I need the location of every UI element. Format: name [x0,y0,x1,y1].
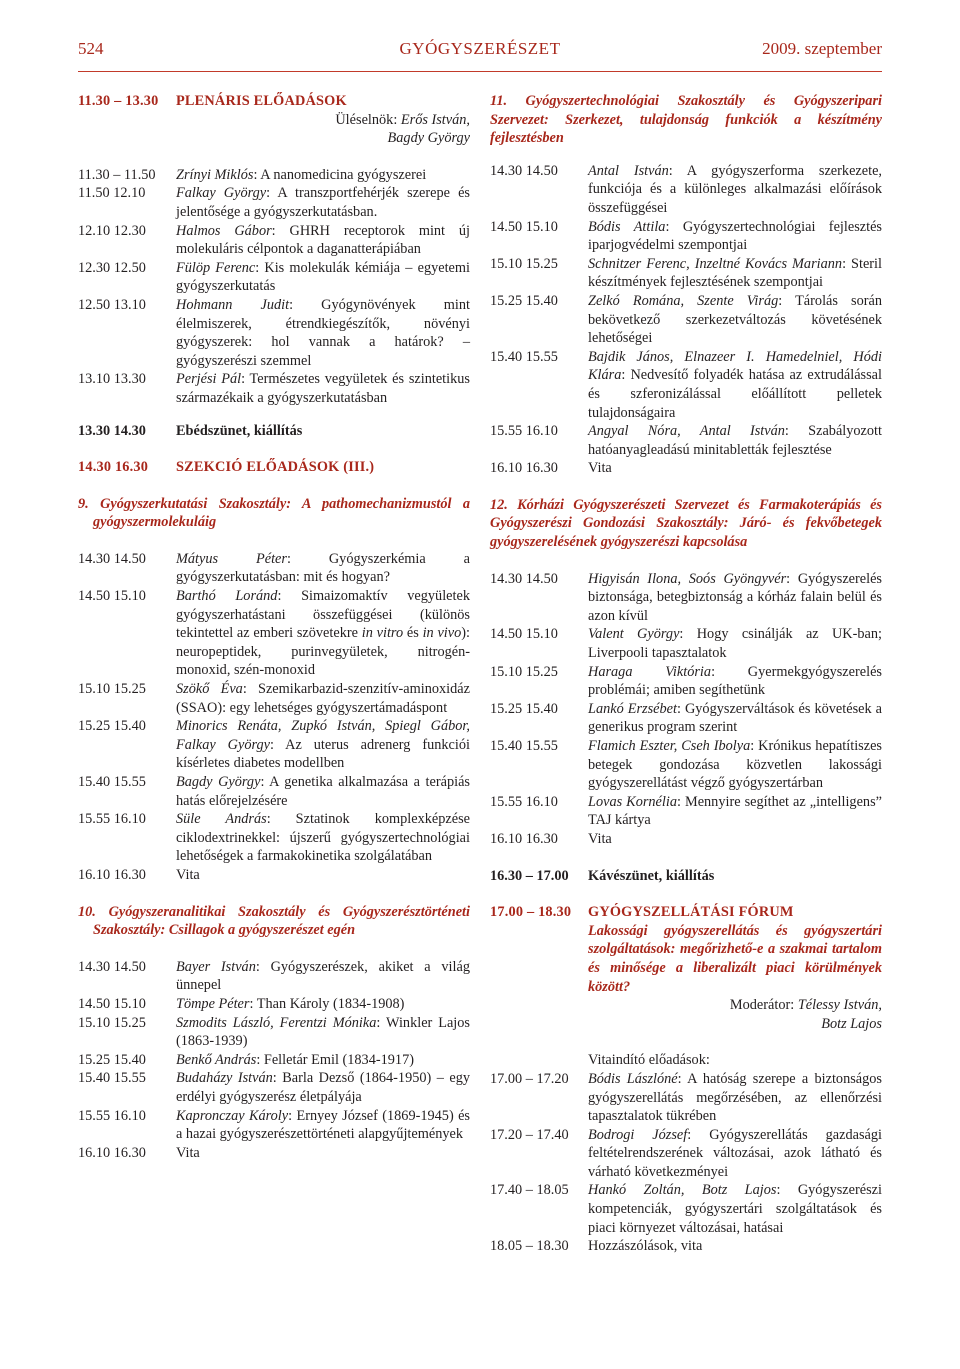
list-item: 14.30 14.50 Bayer István: Gyógyszerészek, akiket a világ ünnepel [78,958,470,994]
page-header [78,40,882,64]
list-item: 16.10 16.30 Vita [490,830,612,847]
section-12-title: 12. Kórházi Gyógyszerészeti Szervezet és Farmakoterápiás és Gyógyszerészi Gondozási Szakosztály: Járó- és fekvőbetegek gyógyszerelésének gyógyszerészi kapcsolása [490,496,882,551]
list-item: 14.30 14.50 Higyisán Ilona, Soós Gyöngyvér: Gyógyszerelés biztonsága, betegbiztonság a kórház falain belül és azon kívül [490,570,882,624]
lunch-break: 13.30 14.30 Ebédszünet, kiállítás [78,422,303,439]
list-item: 18.05 – 18.30 Hozzászólások, vita [490,1238,703,1255]
list-item: 16.10 16.30 Vita [490,460,612,477]
list-item: 16.10 16.30 Vita [78,1144,200,1161]
list-item: 13.10 13.30 Perjési Pál: Természetes vegyületek és szintetikus származékaik a gyógyszerkutatásban [78,371,470,406]
list-item: 14.50 15.10 Valent György: Hogy csinálják az UK-ban; Liverpooli tapasztalatok [490,626,883,662]
list-item: 15.55 16.10 Lovas Kornélia: Mennyire segíthet az „intelligens” TAJ kártya [490,793,882,829]
list-item: 15.55 16.10 Süle András: Sztatinok komplexképzése ciklodextrinekkel: újszerű gyógyszertechnológiai lehetőségek a farmakokinetika szolgálatában [78,811,470,865]
list-item: 14.50 15.10 Tömpe Péter: Than Károly (1834-1908) [78,995,405,1012]
right-column [490,92,882,1256]
issue-date: 2009. szeptember [762,39,882,58]
list-item: 15.40 15.55 Budaházy István: Barla Dezső (1864-1950) – egy erdélyi gyógyszerész életpályája [78,1070,470,1105]
list-item: 17.00 – 17.20 Bódis Lászlóné: A hatóság szerepe a biztonságos gyógyszerellátás megőrzésében, az ellenőrzési tapasztalatok tükrében [490,1070,882,1125]
forum-intro: Vitaindító előadások: [588,1052,710,1069]
coffee-break: 16.30 – 17.00 Kávészünet, kiállítás [490,867,715,884]
plenary-chair: Üléselnök: Erős István, [335,111,470,128]
plenary-heading: 11.30 – 13.30 PLENÁRIS ELŐADÁSOK [78,93,347,109]
list-item: 15.40 15.55 Bajdik János, Elnazeer I. Hamedelniel, Hódi Klára: Nedvesítő folyadék hatása az extrudálással és szferonizálással előállított pelletek tulajdonságaira [490,348,882,421]
list-item: 14.30 14.50 Mátyus Péter: Gyógyszerkémia a gyógyszerkutatásban: mit és hogyan? [78,550,470,586]
list-item: 15.25 15.40 Minorics Renáta, Zupkó István, Spiegl Gábor, Falkay György: Az uterus adrenerg funkciói kísérletes diabetes modellben [78,718,470,772]
plenary-chair-2: Bagdy György [387,130,470,147]
forum-moderator: Moderátor: Télessy István, [729,997,882,1014]
section-9-title: 9. Gyógyszerkutatási Szakosztály: A pathomechanizmustól a gyógyszermolekuláig [78,495,470,531]
list-item: 15.10 15.25 Szökő Éva: Szemikarbazid-szenzitív-aminoxidáz (SSAO): egy lehetséges gyógyszertámadáspont [78,681,470,716]
list-item: 15.55 16.10 Angyal Nóra, Antal István: Szabályozott hatóanyagleadású minitabletták fejlesztése [490,423,882,458]
list-item: 17.20 – 17.40 Bodrogi József: Gyógyszerellátás gazdasági feltételrendszerének változásai, azok látható és várható következményei [490,1126,882,1180]
section-heading: 14.30 16.30 SZEKCIÓ ELŐADÁSOK (III.) [78,459,375,476]
list-item: 15.10 15.25 Schnitzer Ferenc, Inzeltné Kovács Mariann: Steril készítmények fejlesztésének szempontjai [490,255,882,291]
list-item: 15.55 16.10 Kapronczay Károly: Ernyey József (1869-1945) és a hazai gyógyszerészettörténeti alapgyűjtemények [78,1107,470,1143]
journal-title: GYÓGYSZERÉSZET [399,39,561,58]
forum-heading: 17.00 – 18.30 GYÓGYSZELLÁTÁSI FÓRUM [490,904,794,921]
forum-moderator-2: Botz Lajos [821,1015,882,1032]
list-item: 11.30 – 11.50 Zrínyi Miklós: A nanomedicina gyógyszerei [78,166,427,183]
list-item: 15.10 15.25 Szmodits László, Ferentzi Mónika: Winkler Lajos (1863-1939) [78,1014,470,1050]
list-item: 11.50 12.10 Falkay György: A transzportfehérjék szerepe és jelentősége a gyógyszerkutatásban. [78,185,470,220]
list-item: 12.30 12.50 Fülöp Ferenc: Kis molekulák kémiája – egyetemi gyógyszerkutatás [78,259,470,295]
list-item: 15.40 15.55 Flamich Eszter, Cseh Ibolya: Krónikus hepatítiszes betegek gondozása közvetlen lakossági gyógyszerellátást végző gyógyszertárban [490,738,882,792]
list-item: 15.25 15.40 Benkő András: Felletár Emil (1834-1917) [78,1051,414,1068]
list-item: 14.50 15.10 Bódis Attila: Gyógyszertechnológiai fejlesztés iparjogvédelmi szempontjai [490,218,882,254]
section-11-title: 11. Gyógyszertechnológiai Szakosztály és Gyógyszeripari Szervezet: Szerkezet, tulajdonság funkciók a készítmény fejlesztésben [490,93,882,147]
list-item: 15.25 15.40 Lankó Erzsébet: Gyógyszerváltások és követések a generikus program szerint [490,700,882,736]
list-item: 12.10 12.30 Halmos Gábor: GHRH receptorok mint új molekuláris célpontok a daganatterápiában [78,222,470,258]
list-item: 15.40 15.55 Bagdy György: A genetika alkalmazása a terápiás hatás előrejelzésére [78,774,471,809]
list-item: 14.50 15.10 Barthó Loránd: Simaizomaktív vegyületek gyógyszerhatástani összefüggései (különös tekintettel az emberi szövetekre in vitro és in vivo): neuropeptidek, purinvegyületek, nitrogén-monoxid, szén-monoxid [78,588,470,679]
list-item: 15.25 15.40 Zelkó Romána, Szente Virág: Tárolás során bekövetkező szerkezetváltozás követésének lehetőségei [490,292,882,347]
list-item: 12.50 13.10 Hohmann Judit: Gyógynövények mint élelmiszerek, étrendkiegészítők, növényi gyógyszerek: hol vannak a határok? – gyógyszerészi szemmel [78,296,470,369]
list-item: 14.30 14.50 Antal István: A gyógyszerforma szerkezete, funkciója és a különleges alkalmazási előírások összefüggései [490,162,882,216]
section-10-title: 10. Gyógyszeranalitikai Szakosztály és Gyógyszerésztörténeti Szakosztály: Csillagok a gyógyszerészet egén [78,903,470,939]
list-item: 17.40 – 18.05 Hankó Zoltán, Botz Lajos: Gyógyszerészi kompetenciák, gyógyszertári szolgáltatások és piaci környezet változásai, hatásai [490,1182,882,1236]
page-number: 524 [78,39,104,58]
list-item: 15.10 15.25 Haraga Viktória: Gyermekgyógyszerelés problémái; amiben segíthetünk [490,663,882,699]
left-column [78,92,470,1162]
header-rule [78,71,882,72]
forum-subtitle: Lakossági gyógyszerellátás és gyógyszertári szolgáltatások: megőrizhető-e a szakmai tartalom és minősége a liberalizált piaci körülmények között? [588,922,882,995]
list-item: 16.10 16.30 Vita [78,866,200,883]
